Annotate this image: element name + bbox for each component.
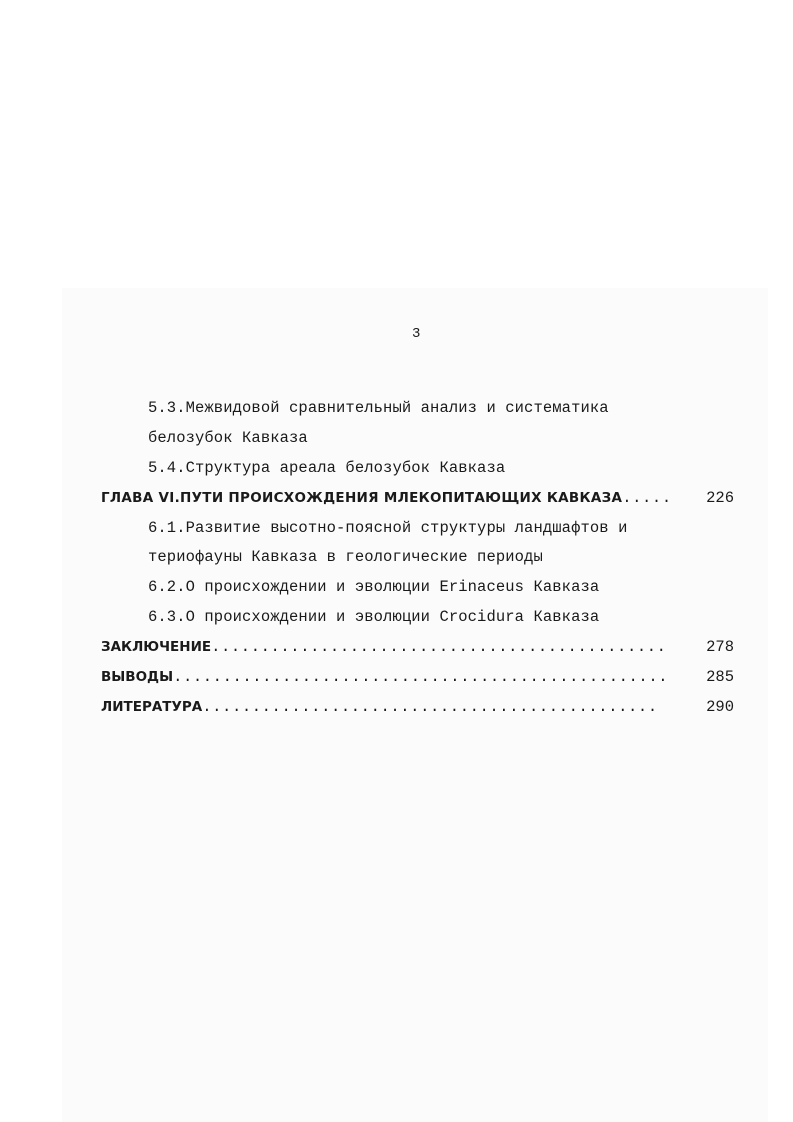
toc-conclusion-title: ЗАКЛЮЧЕНИЕ (101, 639, 212, 655)
toc-conclusion-page: 278 (706, 638, 734, 656)
toc-findings-page: 285 (706, 668, 734, 686)
toc-entry-6-3: 6.3.О происхождении и эволюции Crocidura Кавказа (148, 608, 600, 626)
page-number: 3 (412, 326, 421, 342)
toc-chapter-6-page: 226 (706, 489, 734, 507)
toc-literature-page: 290 (706, 698, 734, 716)
toc-literature (101, 698, 734, 716)
toc-entry-6-1-line1: 6.1.Развитие высотно-поясной структуры ландшафтов и (148, 519, 628, 537)
toc-findings-leader: .................................................. (173, 668, 669, 686)
toc-literature-leader: .............................................. (202, 698, 658, 716)
toc-findings-title: ВЫВОДЫ (101, 669, 174, 685)
toc-chapter-6-title: ГЛАВА VI.ПУТИ ПРОИСХОЖДЕНИЯ МЛЕКОПИТАЮЩИХ КАВКАЗА (101, 490, 623, 506)
toc-literature-title: ЛИТЕРАТУРА (101, 699, 203, 715)
toc-entry-5-3-line2: белозубок Кавказа (148, 429, 308, 447)
toc-entry-5-4: 5.4.Структура ареала белозубок Кавказа (148, 459, 506, 477)
toc-conclusion (101, 638, 734, 656)
toc-entry-6-1-line2: териофауны Кавказа в геологические периоды (148, 548, 543, 566)
toc-chapter-6-leader: ..... (622, 489, 672, 507)
toc-entry-5-3-line1: 5.3.Межвидовой сравнительный анализ и систематика (148, 399, 609, 417)
toc-findings (101, 668, 734, 686)
toc-conclusion-leader: .............................................. (211, 638, 667, 656)
toc-chapter-6 (101, 489, 734, 507)
toc-entry-6-2: 6.2.О происхождении и эволюции Erinaceus Кавказа (148, 578, 600, 596)
